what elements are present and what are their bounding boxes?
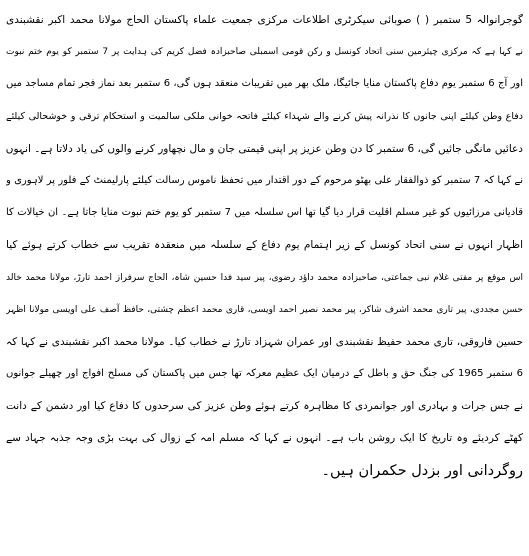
article-line: نے جس جرات و بہادری اور جوانمردی کا مظاہرہ کرتے ہوئے وطن عزیز کی سرحدوں کا دفاع کیا اور دشمن کے دانت — [6, 400, 523, 413]
article-line: اظہار انہوں نے سنی اتحاد کونسل کے زیر اہتمام یوم دفاع کے سلسلہ میں منعقدہ تقریب سے خطاب کرتے ہوئے کیا — [6, 239, 523, 252]
article-line: نے کہا ہے کہ مرکزی چیئرمین سنی اتحاد کونسل و رکن قومی اسمبلی صاحبزادہ فضل کریم کی ہدایت پر 7 ستمبر کو یوم ختم نبوت — [6, 47, 523, 58]
news-article — [6, 4, 523, 552]
article-line: حسن مجددی، پیر تاری محمد اشرف شاکر، پیر محمد نصیر احمد اویسی، قاری محمد اعظم چشتی، حافظ آصف علی اویسی مولانا اظہر — [6, 304, 523, 315]
article-line: اس موقع پر مفتی غلام نبی جماعتی، صاحبزادہ محمد داؤد رضوی، پیر سید فدا حسین شاہ، الحاج سرفراز احمد تارڑ، مولانا محمد خالد — [6, 272, 523, 283]
article-line: حسین فاروقی، تاری محمد حفیظ نقشبندی اور عمران شہزاد تارڑ نے خطاب کیا۔ مولانا محمد اکبر نقشبندی نے کہا کہ — [6, 335, 523, 348]
article-line: دعائیں مانگی جائیں گی، 6 ستمبر کا دن وطن عزیز پر اپنی قیمتی جان و مال نچھاور کرنے والوں کی یاد دلاتا ہے۔ انہوں — [6, 142, 523, 155]
article-line: 6 ستمبر 1965 کی جنگ حق و باطل کے درمیان ایک عظیم معرکہ تھا جس میں پاکستان کی مسلح افواج اور چھیلے جوانوں — [6, 368, 523, 380]
article-line: روگردانی اور بزدل حکمران ہیں۔ — [321, 462, 523, 479]
article-line: دفاع وطن کیلئے اپنی جانوں کا نذرانہ پیش کرنے والے شہداء کیلئے فاتحہ خوانی ملکی سالمیت و استحکام ترقی و خوشحالی کیلئے — [6, 110, 523, 122]
article-line: گوجرانوالہ 5 ستمبر ( ) صوبائی سیکرٹری اطلاعات مرکزی جمعیت علماء پاکستان الحاج مولانا محمد اکبر نقشبندی — [6, 14, 523, 26]
article-line: نے کہا کہ 7 ستمبر کو ذوالفقار علی بھٹو مرحوم کے دور اقتدار میں تحفظ ناموس رسالت کیلئے پارلیمنٹ کے فلور پر لاہوری و — [6, 174, 523, 186]
article-line: کھٹے کردیئے وہ تاریخ کا ایک روشن باب ہے۔ انہوں نے کہا کہ مسلم امہ کے زوال کی بہت بڑی وجہ جذبہ جہاد سے — [6, 432, 523, 445]
article-line: اور آج 6 ستمبر یوم دفاع پاکستان منایا جائیگا، ملک بھر میں تقریبات منعقد ہوں گی، 6 ستمبر بعد نماز فجر تمام مساجد میں — [6, 78, 523, 90]
article-line: قادیانی مرزائیوں کو غیر مسلم اقلیت قرار دیا گیا تھا اس سلسلہ میں 7 ستمبر کو یوم ختم نبوت منایا جاتا ہے۔ ان خیالات کا — [6, 207, 523, 219]
